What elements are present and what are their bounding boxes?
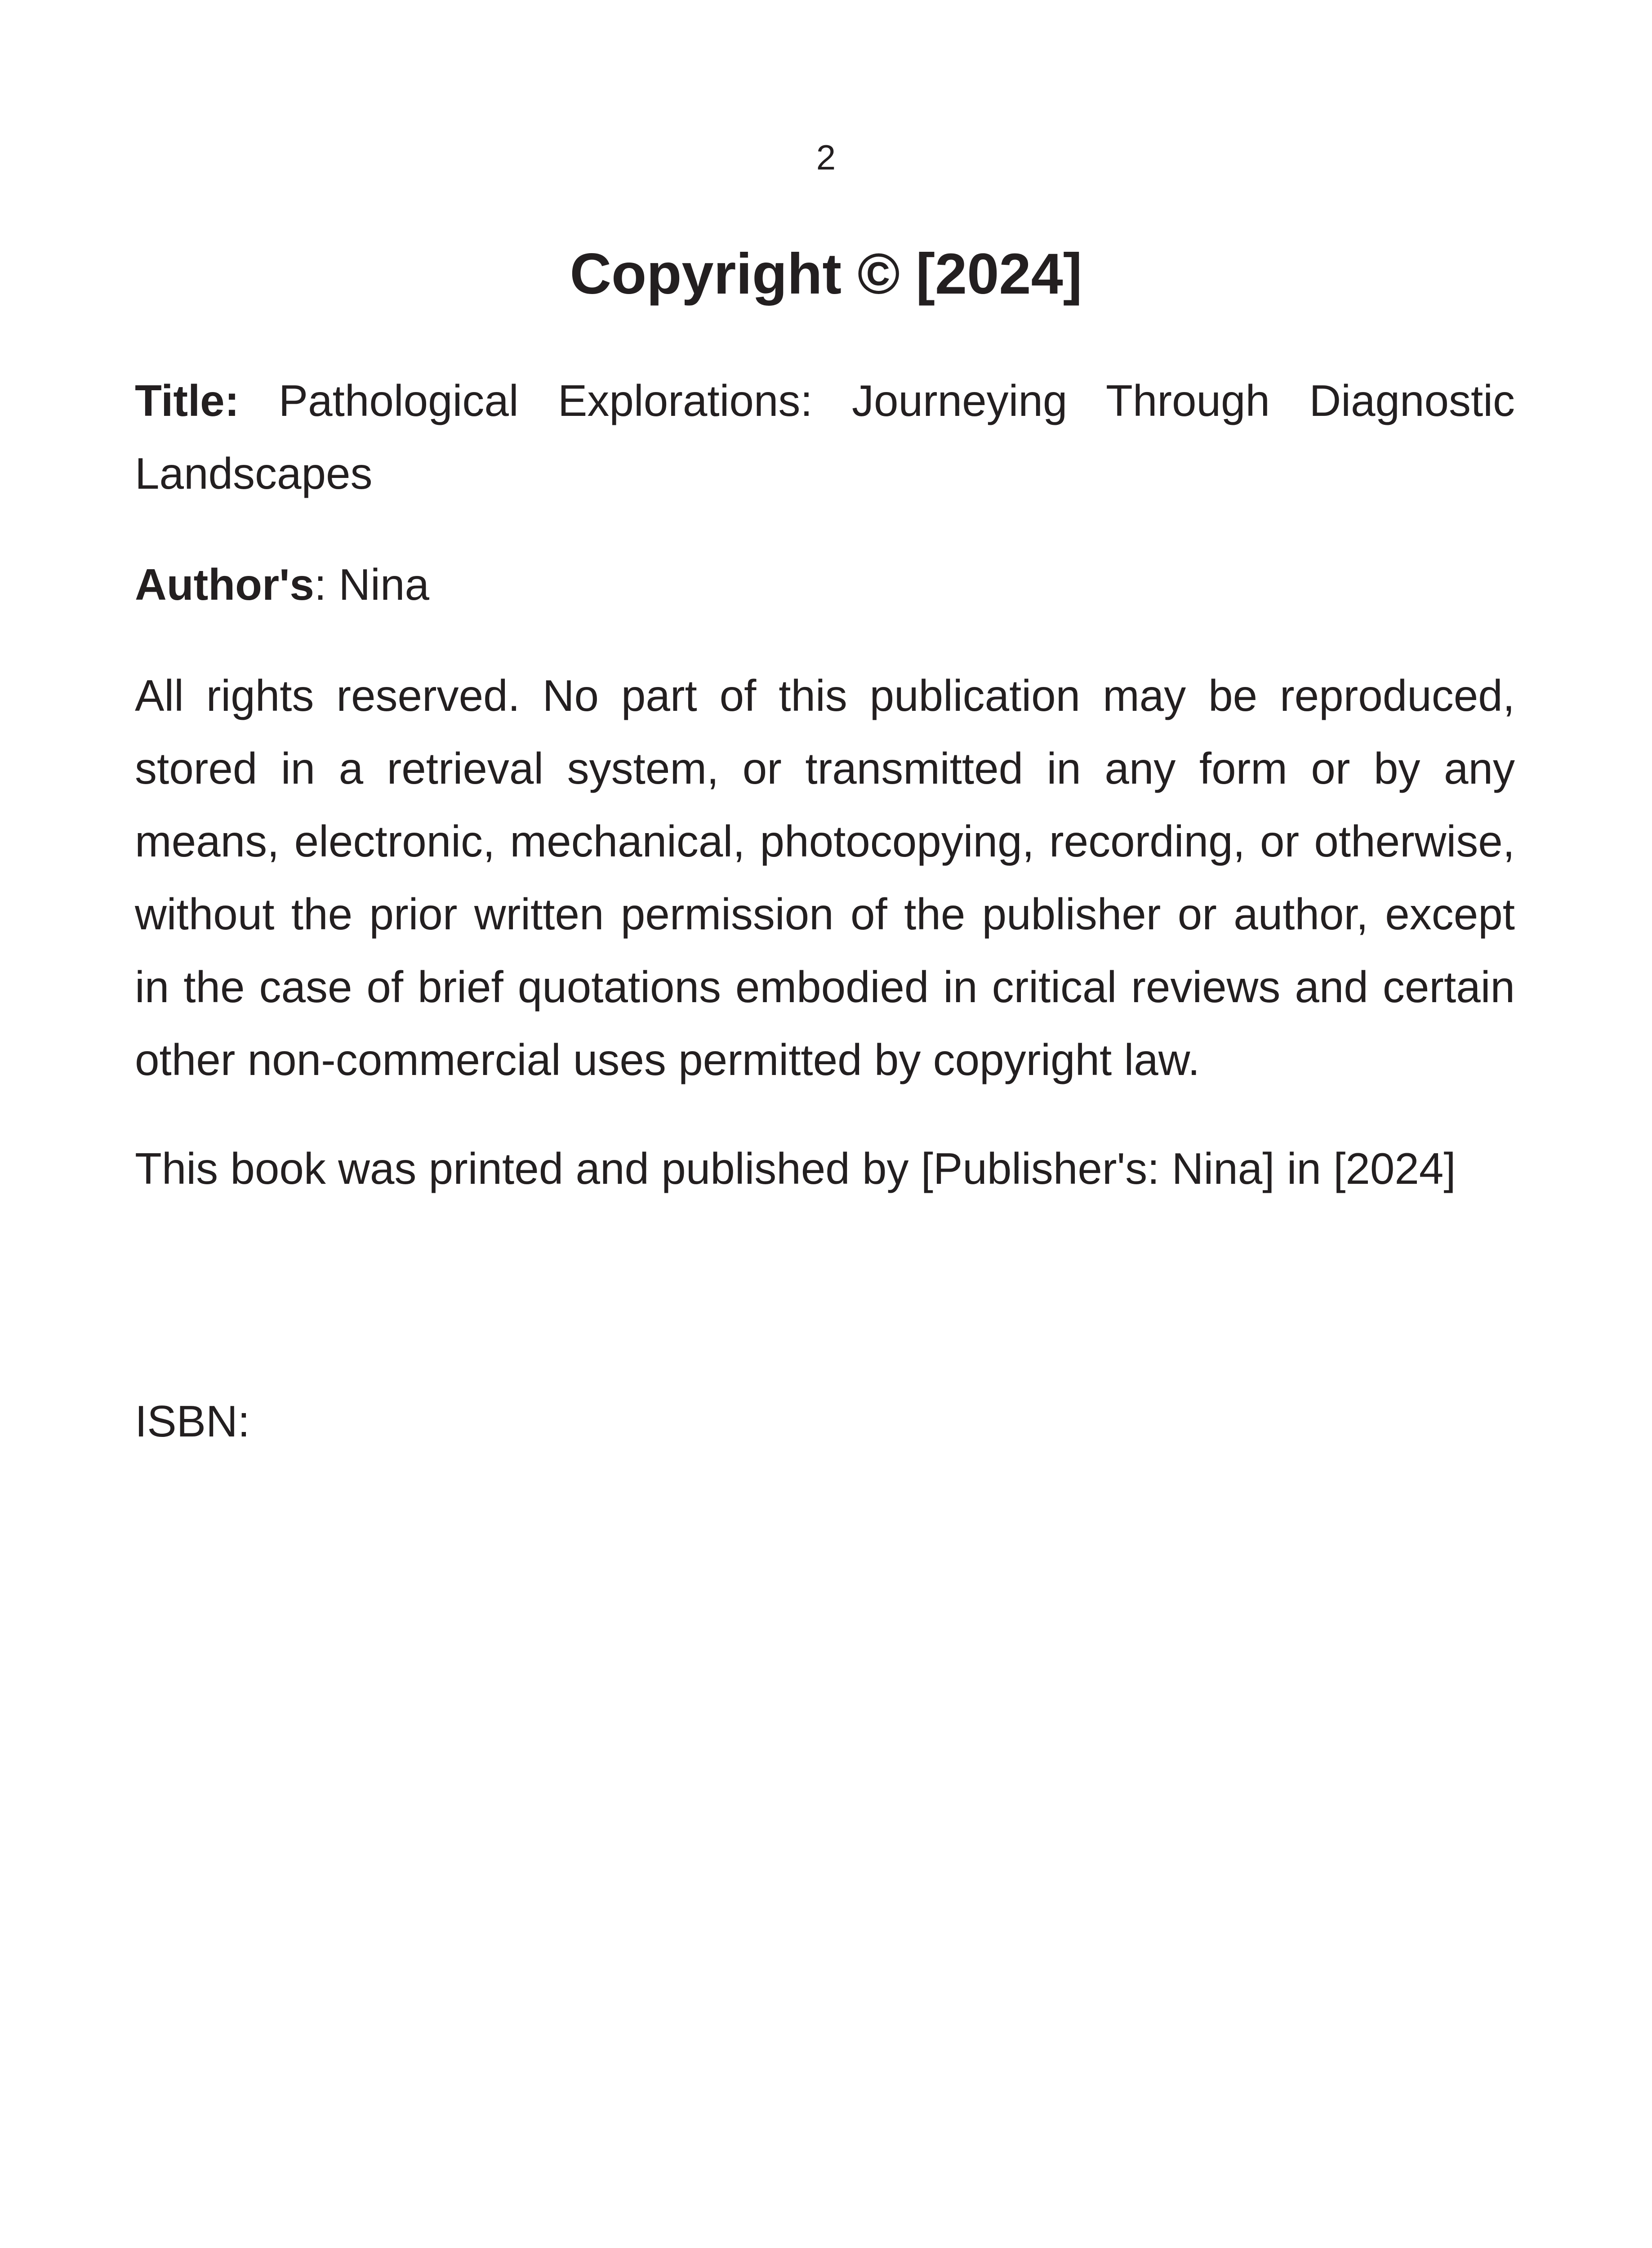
isbn-label: ISBN: xyxy=(135,1396,250,1446)
author-line xyxy=(135,548,1515,621)
page-number: 2 xyxy=(816,138,836,177)
rights-statement: All rights reserved. No part of this publication may be reproduced, stored in a retrieval system, or transmitted in any form or by any means, electronic, mechanical, photocopying, recording, or otherwise, without the prior written permission of the publisher or author, except in the case of brief quotations embodied in critical reviews and certain other non-commercial uses permitted by copyright law. xyxy=(135,671,1515,1084)
author-label: Author's xyxy=(135,560,314,609)
author-value: : Nina xyxy=(314,560,429,609)
title-value: Pathological Explorations: Journeying Through Diagnostic Landscapes xyxy=(135,376,1515,498)
copyright-body xyxy=(135,364,1515,1458)
publisher-statement: This book was printed and published by [Publisher's: Nina] in [2024] xyxy=(135,1144,1456,1193)
copyright-heading: Copyright © [2024] xyxy=(570,242,1082,306)
title-label: Title: xyxy=(135,376,240,425)
title-line xyxy=(135,364,1515,510)
